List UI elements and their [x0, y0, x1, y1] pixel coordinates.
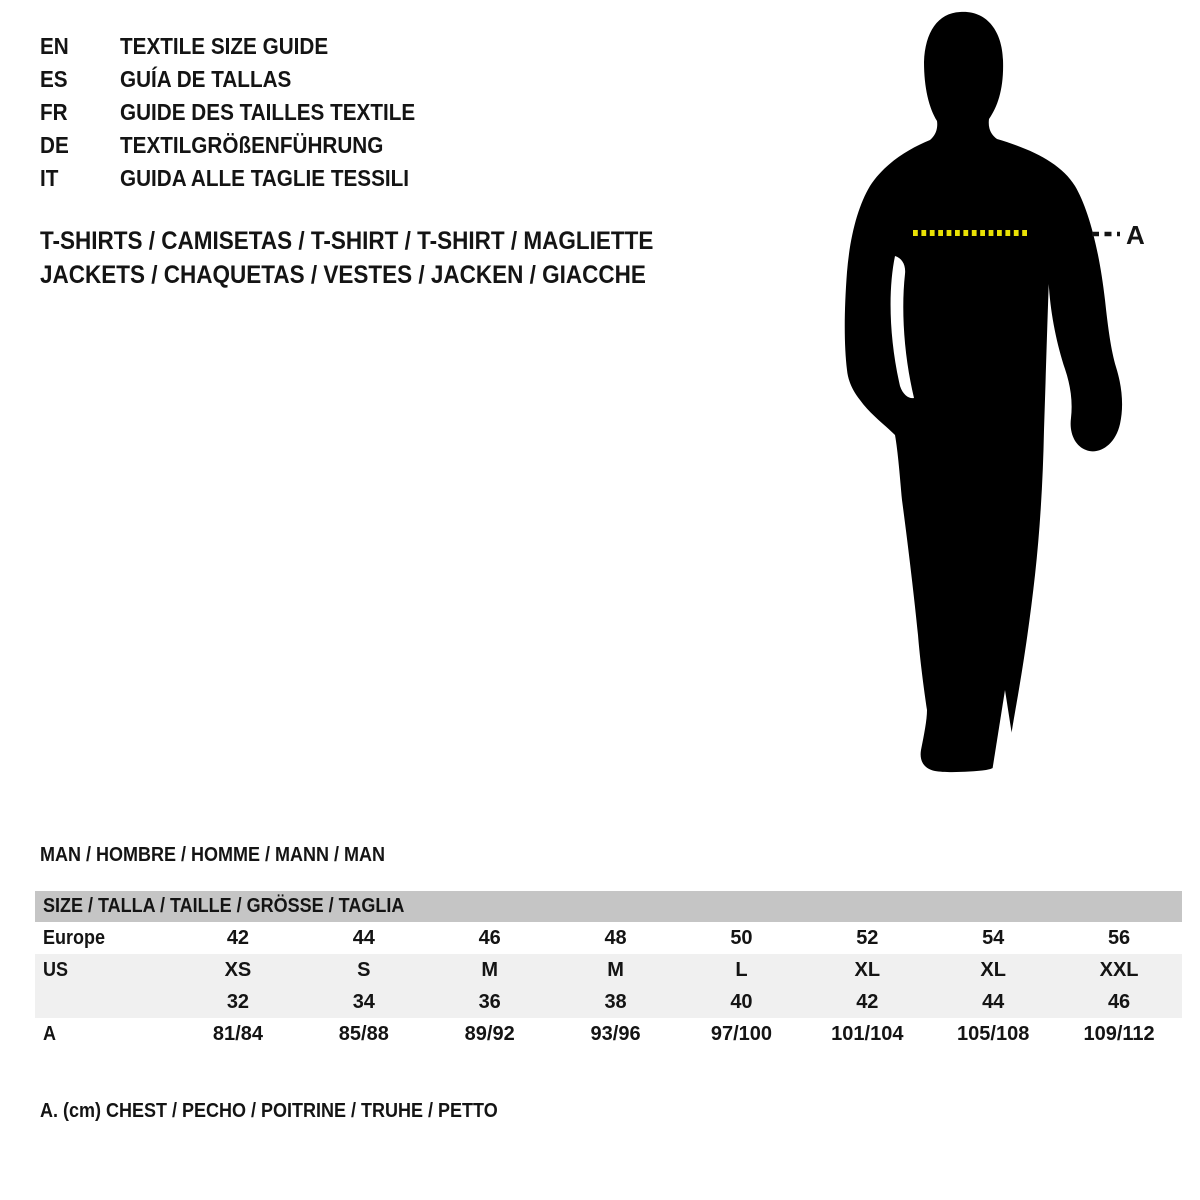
- size-value: 32: [226, 990, 250, 1013]
- language-code: EN: [40, 33, 69, 59]
- size-value: 52: [856, 926, 879, 949]
- language-row-de: [40, 129, 448, 162]
- size-table: [35, 891, 1182, 1050]
- category-line-jackets: JACKETS / CHAQUETAS / VESTES / JACKEN / GIACCHE: [40, 261, 646, 289]
- size-value: 54: [982, 926, 1005, 949]
- size-value: 48: [604, 926, 627, 949]
- size-value: S: [357, 958, 371, 981]
- size-value: 101/104: [831, 1022, 904, 1045]
- size-value: 42: [856, 990, 879, 1013]
- table-row-europe: [35, 922, 1182, 954]
- language-code: FR: [40, 99, 68, 125]
- size-value: XS: [224, 958, 252, 981]
- table-row-us-numeric: [35, 986, 1182, 1018]
- category-line-tshirts: T-SHIRTS / CAMISETAS / T-SHIRT / T-SHIRT / MAGLIETTE: [40, 227, 654, 255]
- table-row-chest: [35, 1018, 1182, 1050]
- language-row-en: [40, 30, 448, 63]
- language-code: IT: [40, 165, 59, 191]
- language-code: DE: [40, 132, 69, 158]
- language-label: GUIDA ALLE TAGLIE TESSILI: [120, 165, 410, 191]
- language-code: ES: [40, 66, 68, 92]
- size-value: 89/92: [464, 1022, 515, 1045]
- row-label: A: [43, 1022, 57, 1045]
- size-table-header: SIZE / TALLA / TAILLE / GRÖSSE / TAGLIA: [35, 891, 1182, 922]
- size-value: 109/112: [1083, 1022, 1155, 1045]
- size-value: 42: [226, 926, 250, 949]
- language-row-fr: [40, 96, 448, 129]
- marker-label: A: [1126, 220, 1145, 250]
- language-row-it: [40, 162, 448, 195]
- language-label: TEXTILE SIZE GUIDE: [120, 33, 329, 59]
- size-value: 44: [982, 990, 1005, 1013]
- gender-heading: MAN / HOMBRE / HOMME / MANN / MAN: [40, 844, 385, 866]
- size-value: 40: [730, 990, 753, 1013]
- size-value: XL: [980, 958, 1006, 981]
- language-list: [40, 30, 448, 195]
- language-label: GUIDE DES TAILLES TEXTILE: [120, 99, 416, 125]
- size-value: 34: [352, 990, 375, 1013]
- size-value: 56: [1107, 926, 1131, 949]
- size-value: XL: [854, 958, 881, 981]
- size-value: 105/108: [957, 1022, 1030, 1045]
- size-value: 44: [352, 926, 375, 949]
- table-row-us: [35, 954, 1182, 986]
- size-value: L: [735, 958, 748, 981]
- size-value: 38: [604, 990, 627, 1013]
- size-value: 46: [478, 926, 501, 949]
- size-value: 97/100: [710, 1022, 773, 1045]
- language-label: GUÍA DE TALLAS: [120, 66, 292, 92]
- man-silhouette-figure: [840, 0, 1160, 790]
- size-value: 50: [730, 926, 753, 949]
- row-label: US: [43, 958, 69, 981]
- measurement-footnote: A. (cm) CHEST / PECHO / POITRINE / TRUHE / PETTO: [40, 1100, 498, 1122]
- size-value: M: [481, 958, 499, 981]
- row-label: [35, 991, 175, 1014]
- size-value: XXL: [1099, 958, 1139, 981]
- language-label: TEXTILGRÖßENFÜHRUNG: [120, 132, 384, 158]
- row-label: Europe: [43, 926, 106, 949]
- size-value: M: [607, 958, 624, 981]
- man-silhouette: [845, 12, 1122, 772]
- size-value: 46: [1107, 990, 1131, 1013]
- category-titles: [40, 224, 721, 292]
- size-value: 85/88: [338, 1022, 389, 1045]
- language-row-es: [40, 63, 448, 96]
- size-value: 93/96: [590, 1022, 641, 1045]
- size-value: 81/84: [212, 1022, 263, 1045]
- size-value: 36: [478, 990, 501, 1013]
